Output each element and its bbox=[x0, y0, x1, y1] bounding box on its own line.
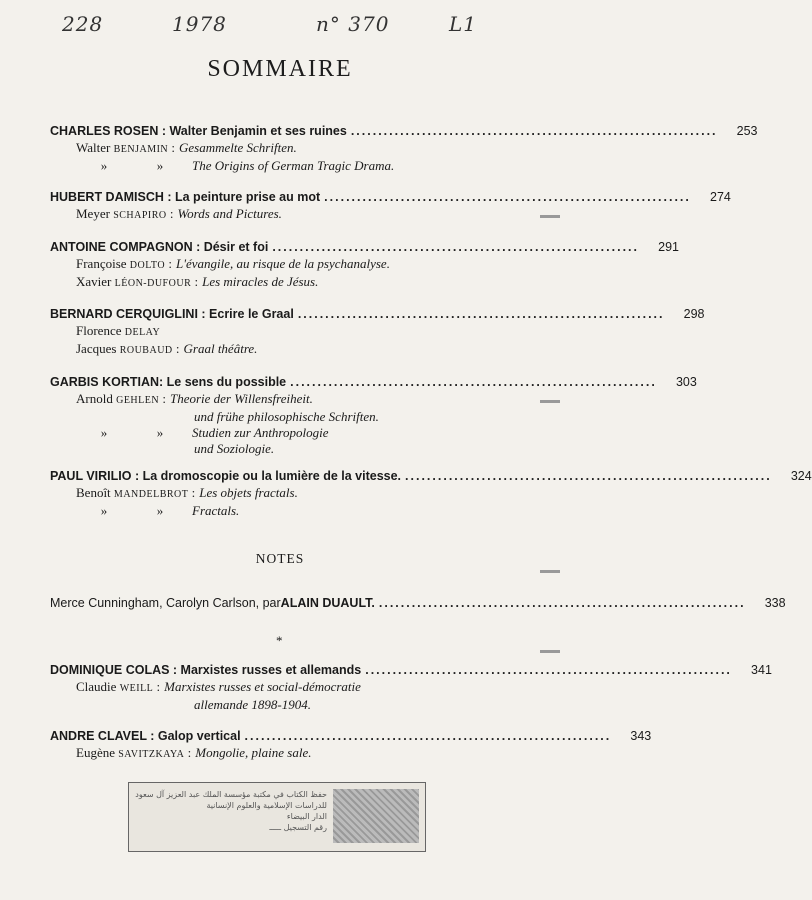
dot-leader: ................................................................... bbox=[350, 124, 718, 138]
ditto-marks bbox=[76, 503, 188, 519]
reviewed-work bbox=[76, 679, 510, 697]
author-first-name: Claudie bbox=[76, 679, 120, 694]
entry-author: DOMINIQUE COLAS : Marxistes russes et allemands bbox=[50, 663, 362, 677]
reviewed-work bbox=[76, 158, 510, 174]
work-title-continued: und Soziologie. bbox=[194, 441, 275, 456]
work-title: Fractals. bbox=[192, 503, 240, 518]
toc-entry bbox=[50, 469, 812, 519]
entry-author: ANDRE CLAVEL : Galop vertical bbox=[50, 729, 241, 743]
reviewed-works bbox=[50, 391, 510, 457]
entry-author: ANTOINE COMPAGNON : Désir et foi bbox=[50, 240, 269, 254]
stamp-text bbox=[135, 789, 327, 833]
dot-leader: ................................................................... bbox=[405, 469, 772, 483]
author-first-name: Françoise bbox=[76, 256, 130, 271]
ditto-mark: » bbox=[156, 425, 164, 440]
author-last-name: ROUBAUD bbox=[119, 345, 173, 356]
toc-entry bbox=[50, 240, 679, 292]
toc-entry bbox=[50, 729, 652, 763]
reviewed-works bbox=[50, 485, 510, 519]
entry-heading bbox=[50, 663, 772, 677]
notes-heading: NOTES bbox=[255, 551, 305, 566]
reviewed-work bbox=[76, 256, 510, 274]
handwritten-note: 1978 bbox=[172, 12, 227, 36]
author-first-name: Walter bbox=[76, 140, 114, 155]
reviewed-works bbox=[50, 206, 510, 224]
page-number: 298 bbox=[683, 307, 705, 321]
stamp-emblem bbox=[333, 789, 419, 843]
notes-entry: Merce Cunningham, Carolyn Carlson, par ALAIN DUAULT. ................................................................... 338 bbox=[50, 596, 786, 610]
author-first-name: Eugène bbox=[76, 745, 119, 760]
toc-entry bbox=[50, 190, 731, 224]
work-title: Studien zur Anthropologie bbox=[192, 425, 329, 440]
entry-author: CHARLES ROSEN : Walter Benjamin et ses ruines bbox=[50, 124, 347, 138]
dot-leader: ................................................................... bbox=[297, 307, 665, 321]
author-last-name: MANDELBROT bbox=[113, 489, 189, 500]
entry-author: BERNARD CERQUIGLINI : Ecrire le Graal bbox=[50, 307, 294, 321]
author-last-name: DOLTO bbox=[129, 260, 166, 271]
author-first-name: Benoît bbox=[76, 485, 114, 500]
reviewed-work bbox=[76, 323, 510, 341]
reviewed-work bbox=[76, 274, 510, 292]
reviewed-author: Arnold GEHLEN : bbox=[76, 391, 166, 406]
dot-leader: ................................................................... bbox=[272, 240, 639, 254]
binding-clip bbox=[540, 215, 560, 218]
ditto-mark: » bbox=[100, 158, 108, 173]
stamp-line: للدراسات الإسلامية والعلوم الإنسانية bbox=[206, 801, 327, 810]
entry-heading bbox=[50, 375, 697, 389]
work-title: Les objets fractals. bbox=[199, 485, 298, 500]
entry-heading bbox=[50, 124, 758, 138]
ditto-marks bbox=[76, 158, 188, 174]
reviewed-author: Claudie WEILL : bbox=[76, 679, 161, 694]
author-first-name: Florence bbox=[76, 323, 125, 338]
binding-clip bbox=[540, 400, 560, 403]
entry-heading bbox=[50, 729, 652, 743]
author-first-name: Arnold bbox=[76, 391, 117, 406]
reviewed-work bbox=[76, 503, 510, 519]
entry-author: HUBERT DAMISCH : La peinture prise au mot bbox=[50, 190, 321, 204]
page-number: 253 bbox=[736, 124, 758, 138]
work-title: The Origins of German Tragic Drama. bbox=[192, 158, 395, 173]
reviewed-works bbox=[50, 140, 510, 174]
work-title: Les miracles de Jésus. bbox=[202, 274, 319, 289]
work-title: Gesammelte Schriften. bbox=[179, 140, 297, 155]
stamp-line: حفظ الكتاب في مكتبة مؤسسة الملك عبد العزيز آل سعود bbox=[135, 790, 327, 799]
author-first-name: Meyer bbox=[76, 206, 114, 221]
author-first-name: Jacques bbox=[76, 341, 120, 356]
page-number: 343 bbox=[630, 729, 652, 743]
work-title: Mongolie, plaine sale. bbox=[195, 745, 312, 760]
stamp-line: الدار البيضاء bbox=[286, 812, 327, 821]
reviewed-author: Meyer SCHAPIRO : bbox=[76, 206, 174, 221]
reviewed-author: Eugène SAVITZKAYA : bbox=[76, 745, 192, 760]
library-stamp bbox=[128, 782, 426, 852]
reviewed-works bbox=[50, 745, 510, 763]
author-first-name: Xavier bbox=[76, 274, 115, 289]
notes-entry-author: ALAIN DUAULT. bbox=[280, 596, 375, 610]
reviewed-author: Benoît MANDELBROT : bbox=[76, 485, 196, 500]
notes-entry-text: Merce Cunningham, Carolyn Carlson, par bbox=[50, 596, 281, 610]
handwritten-note: n° 370 bbox=[316, 12, 390, 36]
work-title: Graal théâtre. bbox=[183, 341, 258, 356]
stamp-line: رقم التسجيل ـــــ bbox=[269, 823, 327, 832]
work-title: L'évangile, au risque de la psychanalyse. bbox=[175, 256, 390, 271]
reviewed-work bbox=[76, 391, 510, 409]
reviewed-work bbox=[76, 140, 510, 158]
entry-heading bbox=[50, 469, 812, 483]
author-last-name: SCHAPIRO bbox=[113, 210, 167, 221]
dot-leader: ................................................................... bbox=[290, 375, 657, 389]
handwritten-note: 228 bbox=[62, 12, 104, 36]
entry-author: GARBIS KORTIAN: Le sens du possible bbox=[50, 375, 287, 389]
page-number: 324 bbox=[790, 469, 812, 483]
reviewed-author: Walter BENJAMIN : bbox=[76, 140, 176, 155]
author-last-name: DELAY bbox=[124, 327, 161, 338]
reviewed-author: Françoise DOLTO : bbox=[76, 256, 172, 271]
page-number: 291 bbox=[658, 240, 679, 254]
ditto-mark: » bbox=[156, 503, 164, 518]
work-title-continued: und frühe philosophische Schriften. bbox=[194, 409, 379, 424]
author-last-name: BENJAMIN bbox=[113, 144, 169, 155]
page-number: 303 bbox=[675, 375, 697, 389]
reviewed-works bbox=[50, 256, 510, 292]
reviewed-work bbox=[76, 425, 510, 441]
entry-heading bbox=[50, 240, 679, 254]
reviewed-work bbox=[76, 206, 510, 224]
handwritten-note: L1 bbox=[449, 12, 478, 36]
separator-asterisk: * bbox=[276, 633, 283, 648]
work-title: Theorie der Willensfreiheit. bbox=[169, 391, 313, 406]
page-title: SOMMAIRE bbox=[207, 56, 353, 82]
entry-heading bbox=[50, 190, 731, 204]
work-title: Marxistes russes et social-démocratie bbox=[164, 679, 361, 694]
ditto-mark: » bbox=[100, 503, 108, 518]
toc-entry bbox=[50, 307, 705, 359]
toc-entry bbox=[50, 124, 758, 174]
page-number: 274 bbox=[710, 190, 731, 204]
work-title-continued: allemande 1898-1904. bbox=[194, 697, 311, 712]
dot-leader: ................................................................... bbox=[324, 190, 691, 204]
ditto-mark: » bbox=[156, 158, 164, 173]
entry-author: PAUL VIRILIO : La dromoscopie ou la lumière de la vitesse. bbox=[50, 469, 402, 483]
toc-entry bbox=[50, 663, 772, 713]
author-last-name: SAVITZKAYA bbox=[118, 749, 185, 760]
reviewed-works bbox=[50, 323, 510, 359]
reviewed-work bbox=[76, 745, 510, 763]
ditto-mark: » bbox=[100, 425, 108, 440]
dot-leader: ................................................................... bbox=[365, 663, 732, 677]
reviewed-author: Xavier LÉON-DUFOUR : bbox=[76, 274, 199, 289]
reviewed-works bbox=[50, 679, 510, 713]
author-last-name: GEHLEN bbox=[116, 395, 160, 406]
reviewed-work bbox=[76, 341, 510, 359]
toc-entry bbox=[50, 375, 697, 457]
ditto-marks bbox=[76, 425, 188, 441]
binding-clip bbox=[540, 650, 560, 653]
page-number: 338 bbox=[764, 596, 786, 610]
author-last-name: WEILL bbox=[119, 683, 154, 694]
work-title: Words and Pictures. bbox=[177, 206, 282, 221]
reviewed-author: Jacques ROUBAUD : bbox=[76, 341, 180, 356]
reviewed-author bbox=[76, 323, 160, 341]
author-last-name: LÉON-DUFOUR bbox=[114, 278, 192, 289]
reviewed-work bbox=[76, 485, 510, 503]
dot-leader: ................................................................... bbox=[244, 729, 612, 743]
entry-heading bbox=[50, 307, 705, 321]
page-number: 341 bbox=[751, 663, 772, 677]
binding-clip bbox=[540, 570, 560, 573]
